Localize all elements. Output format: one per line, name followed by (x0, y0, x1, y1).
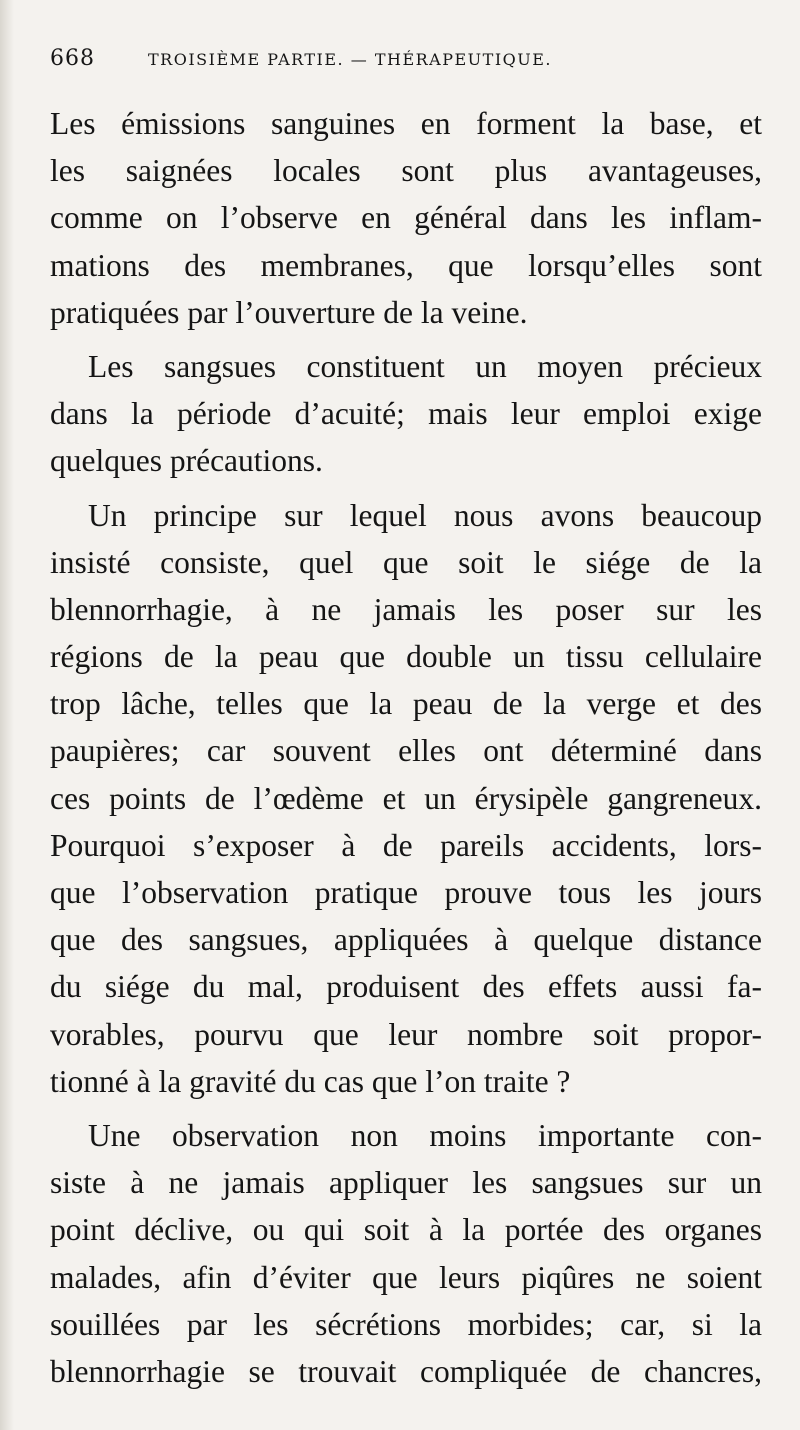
text-line: insisté consiste, quel que soit le siége de la (50, 544, 762, 580)
text-line: Un principe sur lequel nous avons beaucoup (88, 497, 762, 533)
text-line: trop lâche, telles que la peau de la verge et des (50, 686, 762, 722)
text-line: point déclive, ou qui soit à la portée des organes (50, 1212, 762, 1248)
text-line: mations des membranes, que lorsqu’elles sont (50, 247, 762, 283)
text-line: paupières; car souvent elles ont déterminé dans (50, 733, 762, 769)
paragraph (50, 343, 762, 485)
page-number: 668 (50, 46, 95, 71)
text-line: ces points de l’œdème et un érysipèle gangreneux. (50, 780, 762, 816)
text-line: blennorrhagie, à ne jamais les poser sur les (50, 591, 762, 627)
paragraph (50, 1112, 762, 1395)
text-line: du siége du mal, produisent des effets aussi fa- (50, 969, 762, 1005)
body-text (50, 100, 762, 1395)
paragraph (50, 100, 762, 336)
text-line: régions de la peau que double un tissu cellulaire (50, 639, 762, 675)
text-line: tionné à la gravité du cas que l’on traite ? (50, 1063, 571, 1099)
text-line: Les émissions sanguines en forment la base, et (50, 106, 762, 141)
text-line: blennorrhagie se trouvait compliquée de chancres, (50, 1353, 762, 1389)
text-line: souillées par les sécrétions morbides; car, si la (50, 1306, 762, 1342)
text-line: que l’observation pratique prouve tous les jours (50, 875, 762, 910)
text-line: dans la période d’acuité; mais leur emploi exige (50, 396, 762, 432)
running-head: TROISIÈME PARTIE. — THÉRAPEUTIQUE. (148, 50, 553, 69)
text-line: malades, afin d’éviter que leurs piqûres ne soient (50, 1259, 762, 1295)
page-header (50, 44, 770, 84)
text-line: vorables, pourvu que leur nombre soit propor- (50, 1016, 762, 1052)
text-line: Les sangsues constituent un moyen précieux (88, 348, 762, 384)
text-line: Pourquoi s’exposer à de pareils accidents, lors- (50, 827, 762, 863)
text-line: pratiquées par l’ouverture de la veine. (50, 294, 528, 330)
text-line: que des sangsues, appliquées à quelque distance (50, 922, 762, 958)
text-line: les saignées locales sont plus avantageuses, (50, 153, 762, 189)
text-line: quelques précautions. (50, 443, 323, 479)
text-line: comme on l’observe en général dans les inflam- (50, 200, 762, 236)
text-line: Une observation non moins importante con- (88, 1117, 762, 1153)
paragraph (50, 492, 762, 1105)
text-line: siste à ne jamais appliquer les sangsues sur un (50, 1165, 762, 1201)
